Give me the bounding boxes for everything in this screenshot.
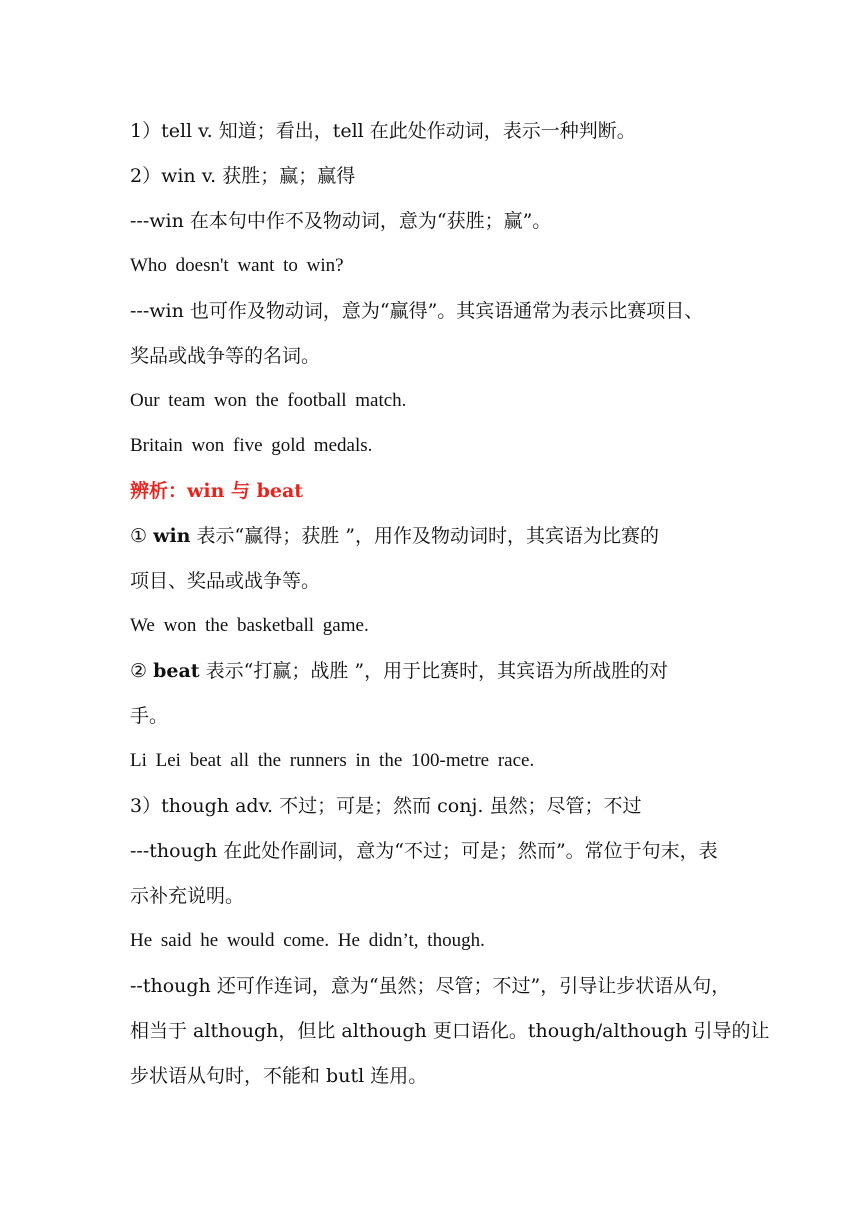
text-line-win-meaning	[130, 523, 740, 549]
circled-number-1: ①	[130, 525, 148, 547]
text-line-win-definition: 2）win v. 获胜；赢；赢得	[130, 165, 356, 187]
section-heading-win-vs-beat: 辨析：win 与 beat	[130, 480, 304, 502]
text-line-tell: 1）tell v. 知道；看出，tell 在此处作动词，表示一种判断。	[130, 120, 636, 142]
text-line-though-adverb: ---though 在此处作副词，意为“不过；可是；然而”。常位于句末，表	[130, 840, 718, 862]
text-line-win-transitive: ---win 也可作及物动词，意为“赢得”。其宾语通常为表示比赛项目、	[130, 300, 704, 322]
example-sentence: He said he would come. He didn’t, though.	[130, 930, 485, 951]
example-sentence: Li Lei beat all the runners in the 100-metre race.	[130, 750, 535, 771]
text-line-continued: 示补充说明。	[130, 885, 245, 907]
text-line-continued: 奖品或战争等的名词。	[130, 345, 321, 367]
text-line-continued: 手。	[130, 705, 169, 727]
circled-number-2: ②	[130, 660, 148, 682]
example-sentence: Who doesn't want to win?	[130, 255, 344, 276]
text-line-though-conjunction: --though 还可作连词，意为“虽然；尽管；不过”，引导让步状语从句，	[130, 975, 731, 997]
keyword-beat: beat	[153, 660, 200, 682]
text-line-beat-meaning	[130, 658, 740, 684]
text-line-continued: 项目、奖品或战争等。	[130, 570, 321, 592]
keyword-win: win	[153, 525, 191, 547]
text-line-continued: 相当于 although，但比 although 更口语化。though/although 引导的让	[130, 1020, 770, 1042]
line-text: 表示“打赢；战胜 ”，用于比赛时，其宾语为所战胜的对	[205, 660, 669, 682]
example-sentence: Our team won the football match.	[130, 390, 407, 411]
text-line-win-intransitive: ---win 在本句中作不及物动词，意为“获胜；赢”。	[130, 210, 552, 232]
example-sentence: Britain won five gold medals.	[130, 435, 373, 456]
text-line-continued: 步状语从句时，不能和 butl 连用。	[130, 1065, 428, 1087]
example-sentence: We won the basketball game.	[130, 615, 369, 636]
text-line-though-definition: 3）though adv. 不过；可是；然而 conj. 虽然；尽管；不过	[130, 795, 642, 817]
line-text: 表示“赢得；获胜 ”，用作及物动词时，其宾语为比赛的	[196, 525, 659, 547]
